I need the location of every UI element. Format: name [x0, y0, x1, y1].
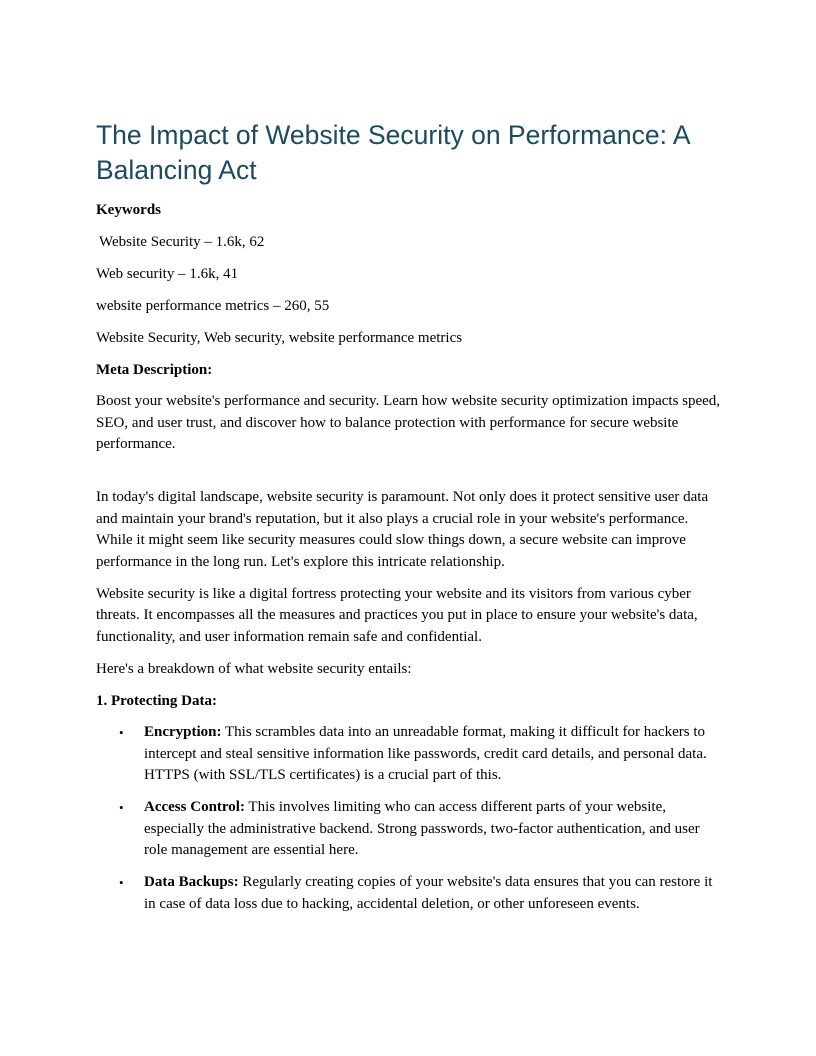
list-item-text: This scrambles data into an unreadable format, making it difficult for hackers to intercept and steal sensitive information like passwords, credit card details, and personal data. HTTPS (with SSL/TLS certificates) is a crucial part of this. — [144, 724, 707, 783]
bullet-icon: • — [119, 725, 124, 740]
meta-description-heading: Meta Description: — [96, 361, 213, 378]
document-page — [96, 118, 724, 926]
keyword-item: Website Security – 1.6k, 62 — [99, 233, 265, 250]
list-item-term: Data Backups: — [144, 874, 239, 890]
keywords-heading: Keywords — [96, 202, 161, 218]
list-item — [96, 797, 724, 862]
intro-paragraph: In today's digital landscape, website security is paramount. Not only does it protect sensitive user data and maintain your brand's reputation, but it also plays a crucial role in your website's performance. While it might seem like security measures could slow things down, a secure website can improve performance in the long run. Let's explore this intricate relationship. — [96, 489, 709, 570]
list-item — [96, 722, 724, 787]
list-item — [96, 872, 724, 915]
meta-description-text: Boost your website's performance and security. Learn how website security optimization impacts speed, SEO, and user trust, and discover how to balance protection with performance for secure website performance. — [96, 393, 721, 452]
bullet-icon: • — [119, 800, 124, 815]
list-item-text: This involves limiting who can access different parts of your website, especially the administrative backend. Strong passwords, two-factor authentication, and user role management are essential here. — [144, 799, 700, 858]
list-item-term: Encryption: — [144, 724, 222, 740]
body-paragraph: Here's a breakdown of what website security entails: — [96, 660, 412, 677]
keyword-summary: Website Security, Web security, website performance metrics — [96, 329, 463, 346]
page-title: The Impact of Website Security on Performance: A Balancing Act — [96, 120, 690, 185]
protecting-data-list — [96, 722, 724, 915]
body-paragraph: Website security is like a digital fortress protecting your website and its visitors from various cyber threats. It encompasses all the measures and practices you put in place to ensure your website's data, functionality, and user information remain safe and confidential. — [96, 585, 698, 645]
list-item-text: Regularly creating copies of your website's data ensures that you can restore it in case of data loss due to hacking, accidental deletion, or other unforeseen events. — [144, 874, 713, 912]
keyword-item: Web security – 1.6k, 41 — [96, 265, 239, 282]
section-heading-protecting-data: 1. Protecting Data: — [96, 692, 217, 709]
list-item-term: Access Control: — [144, 799, 245, 815]
section-spacer — [96, 466, 724, 487]
bullet-icon: • — [119, 875, 124, 890]
keyword-item: website performance metrics – 260, 55 — [96, 297, 330, 314]
